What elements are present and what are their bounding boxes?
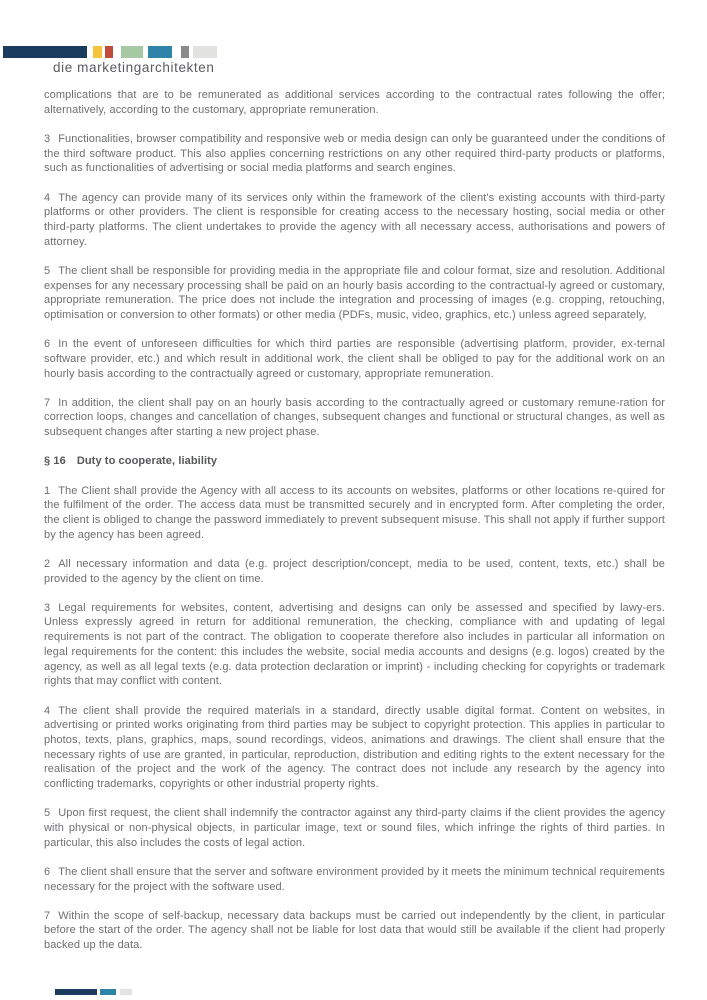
paragraph-text: complications that are to be remunerated as additional services according to the contractual rates following the offer; alternatively, according to the customary, appropriate remuneration. [44,89,665,116]
paragraph [44,396,665,440]
gray-square-logo-segment [181,46,189,58]
paragraph [44,704,665,792]
navy-bar-logo-segment [3,46,87,58]
paragraph-number: 1 [44,484,51,497]
teal-bar-logo-segment [148,46,172,58]
paragraph-number: 6 [44,338,51,351]
paragraph-number: 6 [44,865,51,878]
paragraph-number: 3 [44,601,51,614]
paragraph-number: 5 [44,264,51,277]
red-square-logo-segment [105,46,113,58]
paragraph [44,88,665,117]
paragraph-text: Functionalities, browser compatibility and responsive web or media design can only be guaranteed under the conditions of the third software product. This also applies concerning restrictions on any other required third-party products or platforms, such as functionalities of advertising or social media platforms and search engines. [44,132,665,175]
paragraph [44,909,665,953]
paragraph [44,557,665,586]
section-title: Duty to cooperate, liability [76,455,218,468]
yellow-square-logo-segment [93,46,102,58]
paragraph-number: 4 [44,704,51,717]
paragraph-text: The Client shall provide the Agency with all access to its accounts on websites, platforms or other locations re-quired for the fulfilment of the order. The access data must be transmitted securely and in encrypted form. After completing the order, the client is obliged to change the password immediately to prevent subsequent misuse. This shall not apply if further support by the agency has been agreed. [44,484,665,541]
paragraph [44,484,665,543]
paragraph [44,132,665,176]
paragraph-text: Legal requirements for websites, content, advertising and designs can only be assessed and specified by lawy-ers. Unless expressly agreed in return for additional remuneration, the checking, compliance with and updating of legal requirements is not part of the contract. The obligation to cooperate therefore also includes in particular all information on legal requirements for the content: this includes the website, social media accounts and designs (e.g. logos) created by the agency, as well as all legal texts (e.g. data protection declaration or imprint) - including checking for copyrights or trademark rights that may conflict with content. [44,601,665,688]
paragraph [44,191,665,250]
paragraph-number: 5 [44,807,51,820]
paragraph-number: 4 [44,191,51,204]
brand-name: die marketingarchitekten [53,60,215,75]
brand-logo-bar [3,46,217,58]
paragraph-text: Upon first request, the client shall indemnify the contractor against any third-party claims if the client provides the agency with physical or non-physical objects, in particular image, text or sound files, which infringe the rights of third parties. In particular, this also includes the costs of legal action. [44,807,665,849]
paragraph [44,337,665,381]
paragraph-text: Within the scope of self-backup, necessary data backups must be carried out independently by the client, in particular before the start of the order. The agency shall not be liable for lost data that would still be available if the client had properly backed up the data. [44,909,665,952]
lightgray-bar-logo-segment [120,989,132,995]
paragraph-text: The agency can provide many of its services only within the framework of the client's existing accounts with third-party platforms or other providers. The client is responsible for creating access to the necessary hosting, social media or other third-party platforms. The client undertakes to provide the agency with all necessary access, authorisations and powers of attorney. [44,191,665,248]
paragraph-text: The client shall be responsible for providing media in the appropriate file and colour format, size and resolution. Additional expenses for any necessary processing shall be paid on an hourly basis according to the contractual-ly agreed or customary, appropriate remuneration. The price does not include the integration and processing of images (e.g. cropping, retouching, optimisation or conversion to other formats) or other media (PDFs, music, video, graphics, etc.) unless agreed separately, [44,264,665,321]
paragraph-number: 3 [44,132,51,145]
paragraph [44,865,665,894]
paragraph-number: 2 [44,557,51,570]
paragraph [44,806,665,850]
lightgray-bar-logo-segment [193,46,217,58]
paragraph-text: In the event of unforeseen difficulties for which third parties are responsible (advertising platform, provider, ex-ternal software provider, etc.) and which result in additional work, the client shall be obliged to pay for the additional work on an hourly basis according to the contractually agreed or customary, appropriate remuneration. [44,338,665,380]
navy-bar-logo-segment [55,989,97,995]
paragraph [44,601,665,689]
paragraph-number: 7 [44,396,51,409]
green-bar-logo-segment [121,46,143,58]
footer-logo-bar [55,989,132,995]
paragraph [44,264,665,323]
paragraph-text: In addition, the client shall pay on an hourly basis according to the contractually agreed or customary remune-ration for correction loops, changes and cancellation of changes, subsequent changes and functional or structural changes, as well as subsequent changes after starting a new project phase. [44,396,665,439]
teal-bar-logo-segment [100,989,116,995]
paragraph-text: The client shall ensure that the server and software environment provided by it meets the minimum technical requirements necessary for the project with the software used. [44,865,665,893]
section-heading [44,454,665,469]
section-number: § 16 [44,455,66,468]
paragraph-number: 7 [44,909,51,922]
document-body [44,88,665,967]
paragraph-text: The client shall provide the required materials in a standard, directly usable digital format. Content on websites, in advertising or printed works originating from third parties may be subject to copyright protection. This applies in particular to photos, texts, plans, graphics, maps, sound recordings, videos, animations and drawings. The client shall ensure that the necessary rights of use are granted, in particular, reproduction, distribution and editing rights to the extent necessary for the realisation of the project and the work of the agency. The contract does not include any research by the agency into conflicting trademarks, copyrights or other industrial property rights. [44,704,665,791]
paragraph-text: All necessary information and data (e.g. project description/concept, media to be used, content, texts, etc.) shall be provided to the agency by the client on time. [44,557,665,585]
